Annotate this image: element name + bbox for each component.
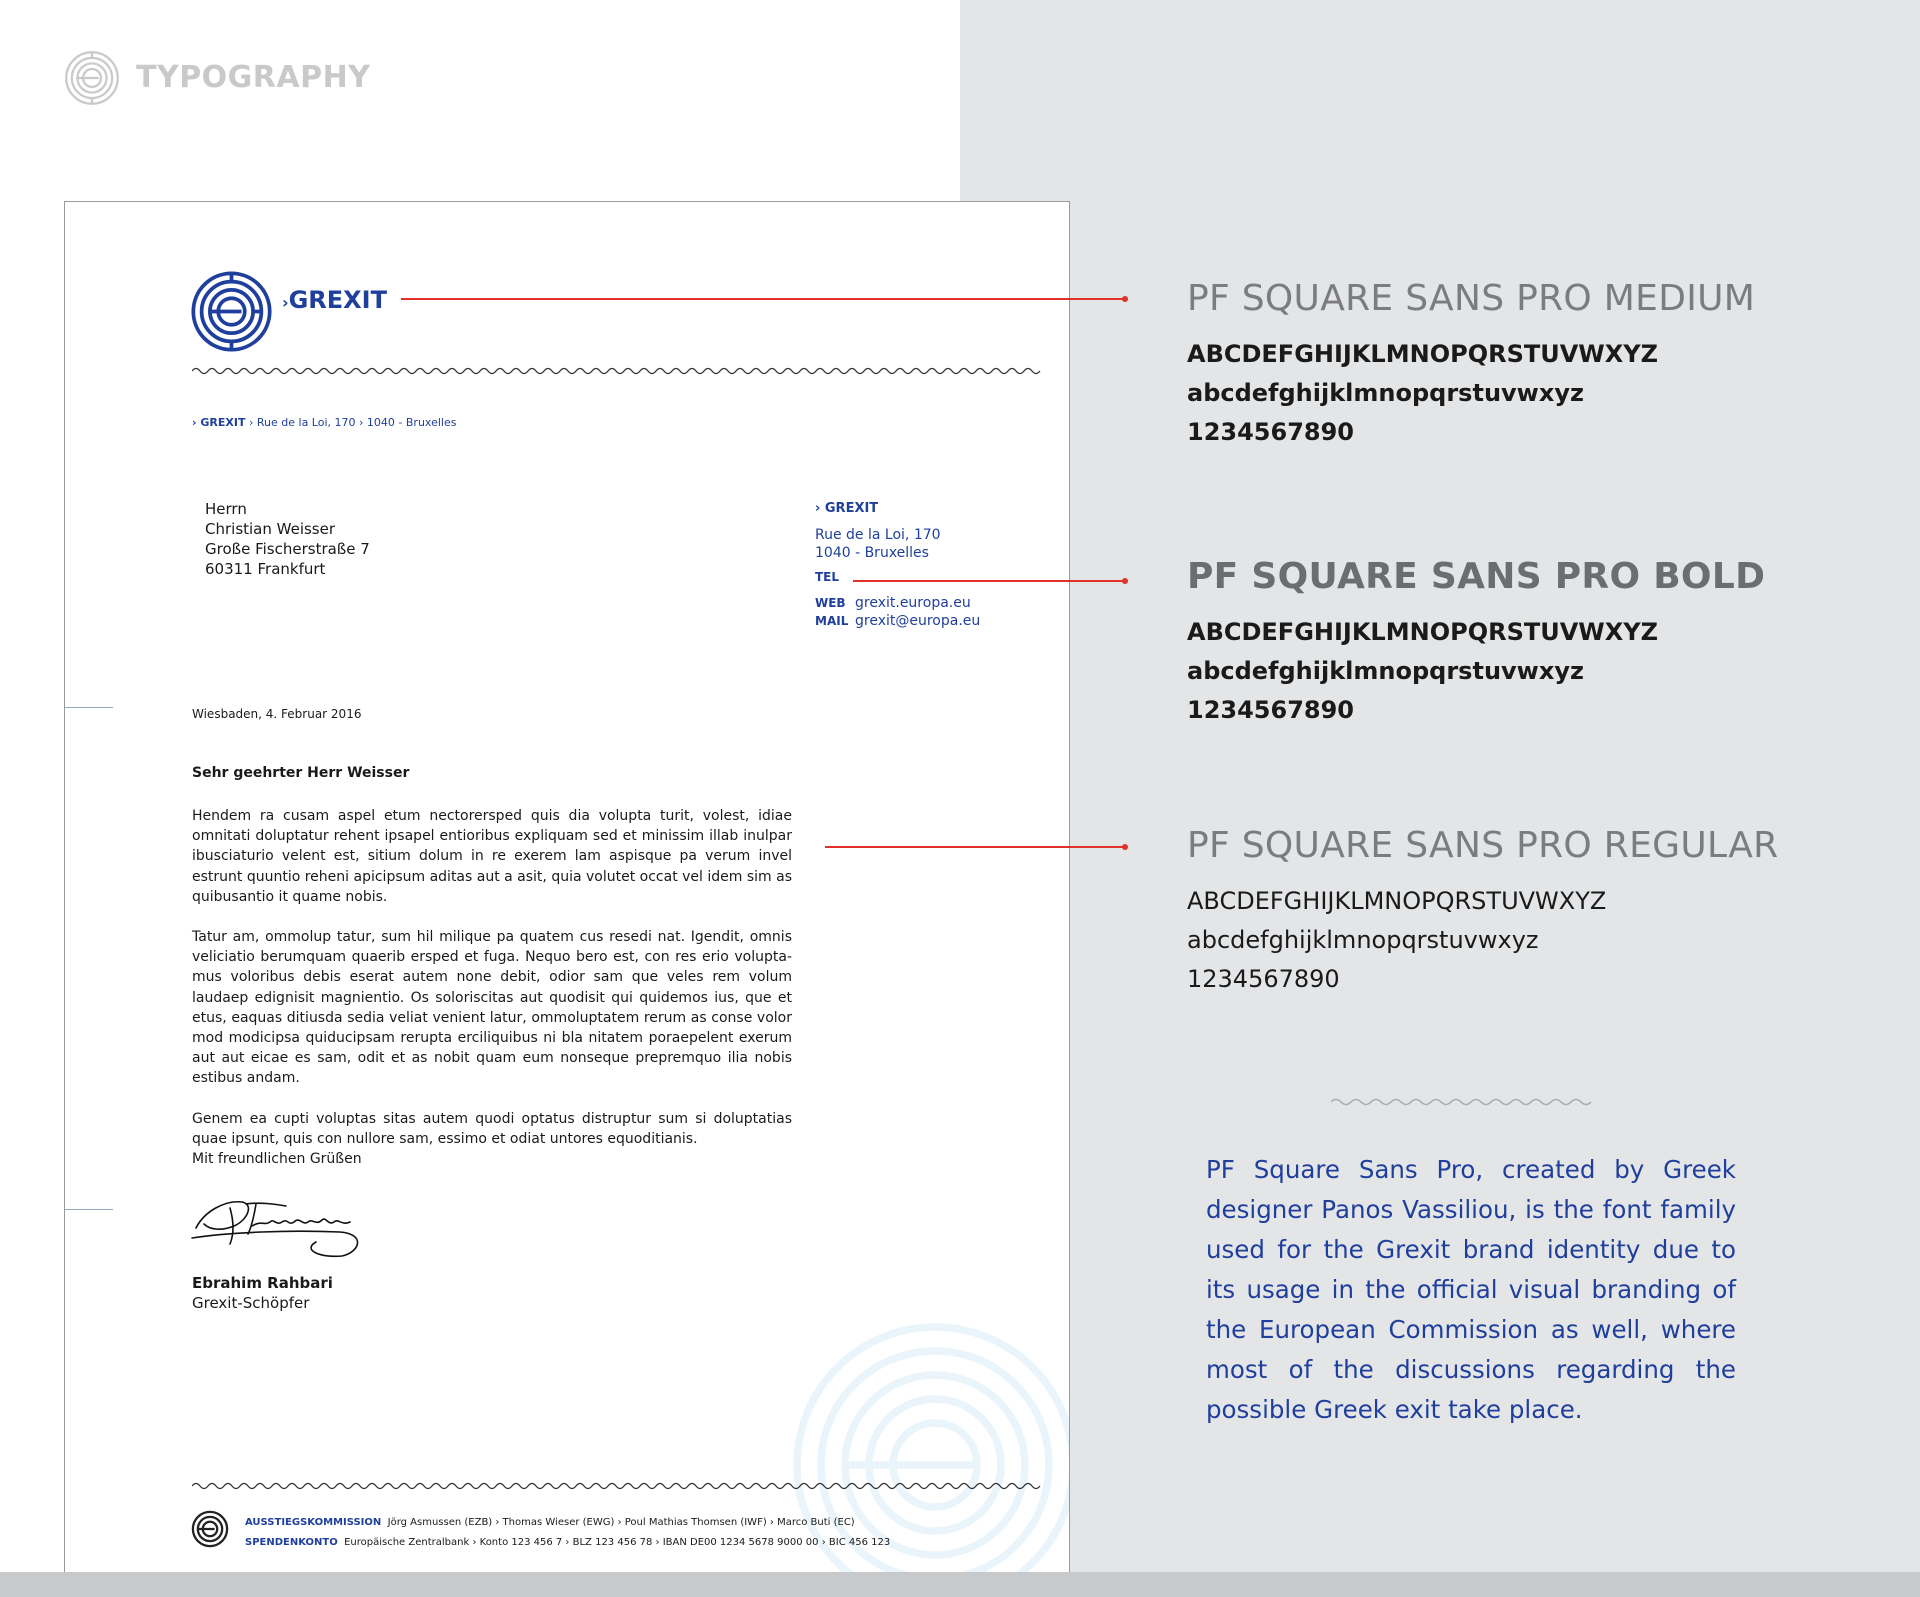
specimen-regular (1187, 825, 1778, 999)
specimen-medium (1187, 278, 1755, 452)
closing: Mit freundlichen Grüßen (192, 1151, 362, 1167)
letter-body (192, 806, 792, 1169)
specimen-title: PF SQUARE SANS PRO MEDIUM (1187, 278, 1756, 319)
page-title: TYPOGRAPHY (136, 60, 371, 95)
web-link[interactable]: grexit.europa.eu (855, 595, 971, 611)
connector-dot (1122, 578, 1128, 584)
recipient-address: Herrn Christian Weisser Große Fischerstraße 7 60311 Frankfurt (205, 500, 370, 578)
letterhead-sheet (64, 201, 1070, 1572)
typeface-description: PF Square Sans Pro, created by Greek designer Panos Vassiliou, is the font family used for the Grexit brand identity due to its usage in the official visual branding of the European Commission as well, where most of the discussions regarding the possible Greek exit take place. (1206, 1155, 1736, 1424)
letter-brand: ›GREXIT (282, 286, 387, 314)
specimen-title: PF SQUARE SANS PRO BOLD (1187, 556, 1766, 597)
panel-wave-divider (1331, 1097, 1593, 1107)
connector-dot (1122, 844, 1128, 850)
specimen-glyphs: ABCDEFGHIJKLMNOPQRSTUVWXYZ abcdefghijklmnopqrstuvwxyz 1234567890 (1187, 887, 1607, 993)
grexit-logo-icon (190, 270, 273, 353)
signer-block: Ebrahim Rahbari Grexit-Schöpfer (192, 1274, 333, 1312)
specimen-bold (1187, 556, 1765, 730)
specimen-glyphs: ABCDEFGHIJKLMNOPQRSTUVWXYZ abcdefghijklmnopqrstuvwxyz 1234567890 (1187, 340, 1659, 446)
connector-bold (853, 580, 1125, 582)
specimen-glyphs: ABCDEFGHIJKLMNOPQRSTUVWXYZ abcdefghijklmnopqrstuvwxyz 1234567890 (1187, 618, 1659, 724)
paragraph: Tatur am, ommolup tatur, sum hil milique pa quatem cus resedi nat. Igendit, omnis veliciatio berumquam quaerib ersped et fuga. Nequo bero est, con res erio voluptamus voloribus debis eserat autem none debit, odior sam que veles rem volum laudaep edignisit magnientio. Os soloriscitas aut quodisit qui quidemos ius, que et etus, eaquas ditiusda sedia veliat venient latur, ommoluptatem rerum as conse volor mod modicipsa quiducipsam rerupta erciliquibus ni bla nitatem poraepelent exerum aut aut eicae es sam, odit et as nobit quam eum nonseque prepremquo ilia nobis estibus andam. (192, 929, 792, 1087)
fold-mark (65, 707, 113, 708)
tel-label: TEL (815, 570, 840, 584)
salutation: Sehr geehrter Herr Weisser (192, 765, 410, 781)
sender-block: › GREXIT Rue de la Loi, 170 1040 - Bruxelles TEL WEB grexit.europa.eu MAIL grexit@europa.eu (815, 501, 981, 629)
bottom-strip (0, 1572, 1920, 1597)
connector-dot (1122, 296, 1128, 302)
footer-info: AUSSTIEGSKOMMISSION Jörg Asmussen (EZB) › Thomas Wieser (EWG) › Poul Mathias Thomsen (IWF) › Marco Buti (EC) SPENDENKONTO Europäische Zentralbank › Konto 123 456 7 › BLZ 123 456 78 › IBAN DE00 1234 5678 9000 00 › BIC 456 123 (245, 1517, 891, 1548)
top-wave-divider (192, 366, 1042, 376)
paragraph: Hendem ra cusam aspel etum nectorersped quis dia volupta turit, volest, idiae omnitati doluptatur rehent ipsapel entioribus expliquam sed et minissim illab inulpar ibusciaturio velent est, sitium dolum in re exerem lam aspisque pa verum invel estrunt quuntio reheni apicipsum aditas aut a asit, quia volutet occat vel idem sim as quibusantio it quame nobis. (192, 808, 792, 905)
specimen-title: PF SQUARE SANS PRO REGULAR (1187, 825, 1779, 866)
handwritten-signature (190, 1186, 365, 1258)
grexit-maze-logo-icon (64, 50, 120, 106)
bottom-wave-divider (192, 1481, 1042, 1491)
letter-date: Wiesbaden, 4. Februar 2016 (192, 707, 362, 721)
paragraph: Genem ea cupti voluptas sitas autem quodi optatus distruptur sum si doluptatias quae ipsunt, quis con nullore sam, essimo et odiat untores equoditianis. (192, 1110, 792, 1147)
sender-address-line: › GREXIT › Rue de la Loi, 170 › 1040 - Bruxelles (192, 416, 457, 429)
mail-link[interactable]: grexit@europa.eu (855, 613, 981, 629)
sender-brand: › GREXIT (815, 501, 879, 516)
footer-logo-icon (191, 1510, 229, 1548)
connector-regular (825, 846, 1125, 848)
connector-medium (401, 298, 1125, 300)
fold-mark (65, 1209, 113, 1210)
